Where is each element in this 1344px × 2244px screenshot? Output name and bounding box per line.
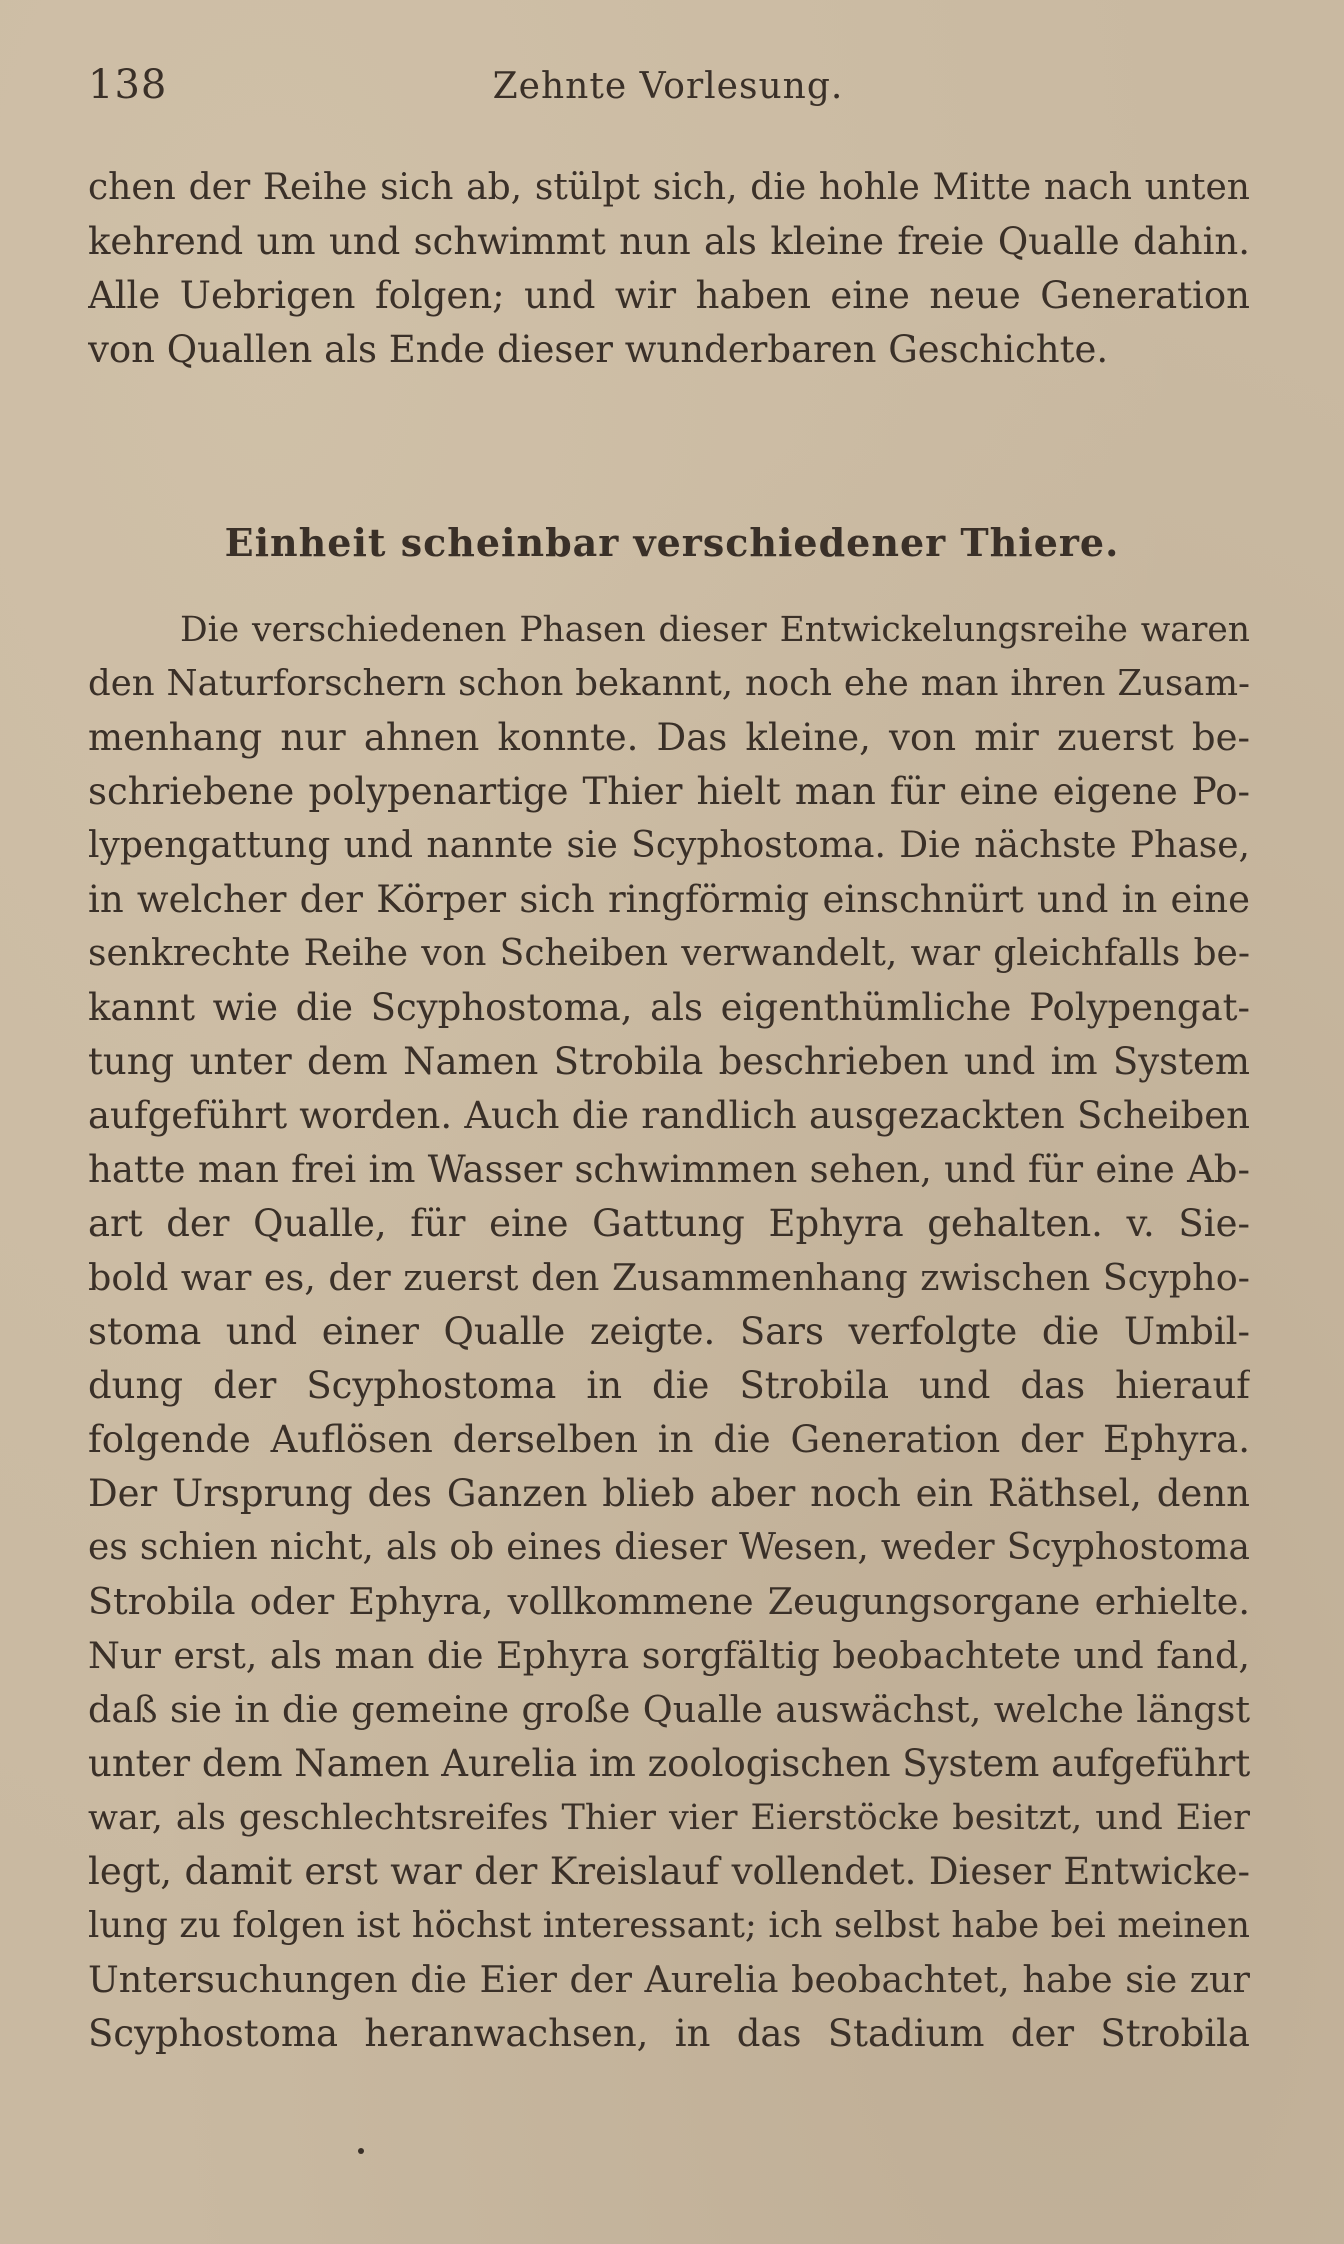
text-line: war, als geschlechtsreifes Thier vier Eierstöcke besitzt, und Eier: [88, 1798, 1250, 1838]
text-line: dung der Scyphostoma in die Strobila und das hierauf: [88, 1364, 1250, 1407]
text-line: art der Qualle, für eine Gattung Ephyra gehalten. v. Sie-: [88, 1202, 1250, 1245]
text-line: Scyphostoma heranwachsen, in das Stadium der Strobila: [88, 2012, 1250, 2055]
section-heading: Einheit scheinbar verschiedener Thiere.: [224, 520, 1120, 565]
text-line: stoma und einer Qualle zeigte. Sars verfolgte die Umbil-: [88, 1310, 1250, 1353]
text-line: Untersuchungen die Eier der Aurelia beobachtet, habe sie zur: [88, 1958, 1250, 2001]
text-line: bold war es, der zuerst den Zusammenhang zwischen Scypho-: [88, 1256, 1250, 1299]
text-line: den Naturforschern schon bekannt, noch ehe man ihren Zusam-: [88, 663, 1250, 704]
text-line: hatte man frei im Wasser schwimmen sehen, und für eine Ab-: [88, 1148, 1250, 1191]
text-line: senkrechte Reihe von Scheiben verwandelt, war gleichfalls be-: [88, 933, 1250, 974]
text-line: lypengattung und nannte sie Scyphostoma. Die nächste Phase,: [88, 825, 1250, 866]
text-line: daß sie in die gemeine große Qualle auswächst, welche längst: [88, 1688, 1250, 1731]
text-line: in welcher der Körper sich ringförmig einschnürt und in eine: [88, 878, 1250, 921]
text-line: tung unter dem Namen Strobila beschrieben und im System: [88, 1040, 1250, 1083]
page-number: 138: [88, 62, 168, 108]
text-line: Strobila oder Ephyra, vollkommene Zeugungsorgane erhielte.: [88, 1580, 1250, 1623]
text-line: es schien nicht, als ob eines dieser Wesen, weder Scyphostoma: [88, 1527, 1250, 1568]
text-line: unter dem Namen Aurelia im zoologischen System aufgeführt: [88, 1742, 1250, 1785]
text-line: kehrend um und schwimmt nun als kleine freie Qualle dahin.: [88, 220, 1250, 263]
text-line: aufgeführt worden. Auch die randlich ausgezackten Scheiben: [88, 1094, 1250, 1137]
text-line: kannt wie die Scyphostoma, als eigenthümliche Polypengat-: [88, 986, 1250, 1029]
page-header: [88, 62, 1248, 122]
text-line: schriebene polypenartige Thier hielt man für eine eigene Po-: [88, 770, 1250, 813]
ink-speck: [358, 2148, 364, 2154]
text-line: chen der Reihe sich ab, stülpt sich, die hohle Mitte nach unten: [88, 167, 1250, 208]
text-line: Der Ursprung des Ganzen blieb aber noch ein Räthsel, denn: [88, 1472, 1250, 1515]
running-head: Zehnte Vorlesung.: [492, 66, 844, 107]
text-line: folgende Auflösen derselben in die Generation der Ephyra.: [88, 1418, 1250, 1461]
text-line: lung zu folgen ist höchst interessant; ich selbst habe bei meinen: [88, 1905, 1250, 1946]
text-line: Die verschiedenen Phasen dieser Entwickelungsreihe waren: [180, 610, 1250, 650]
text-line: legt, damit erst war der Kreislauf vollendet. Dieser Entwicke-: [88, 1850, 1250, 1893]
text-line: Alle Uebrigen folgen; und wir haben eine neue Generation: [88, 274, 1250, 317]
text-line: Nur erst, als man die Ephyra sorgfältig beobachtete und fand,: [88, 1634, 1250, 1677]
text-line: menhang nur ahnen konnte. Das kleine, von mir zuerst be-: [88, 716, 1250, 759]
text-line: von Quallen als Ende dieser wunderbaren Geschichte.: [88, 328, 1109, 371]
